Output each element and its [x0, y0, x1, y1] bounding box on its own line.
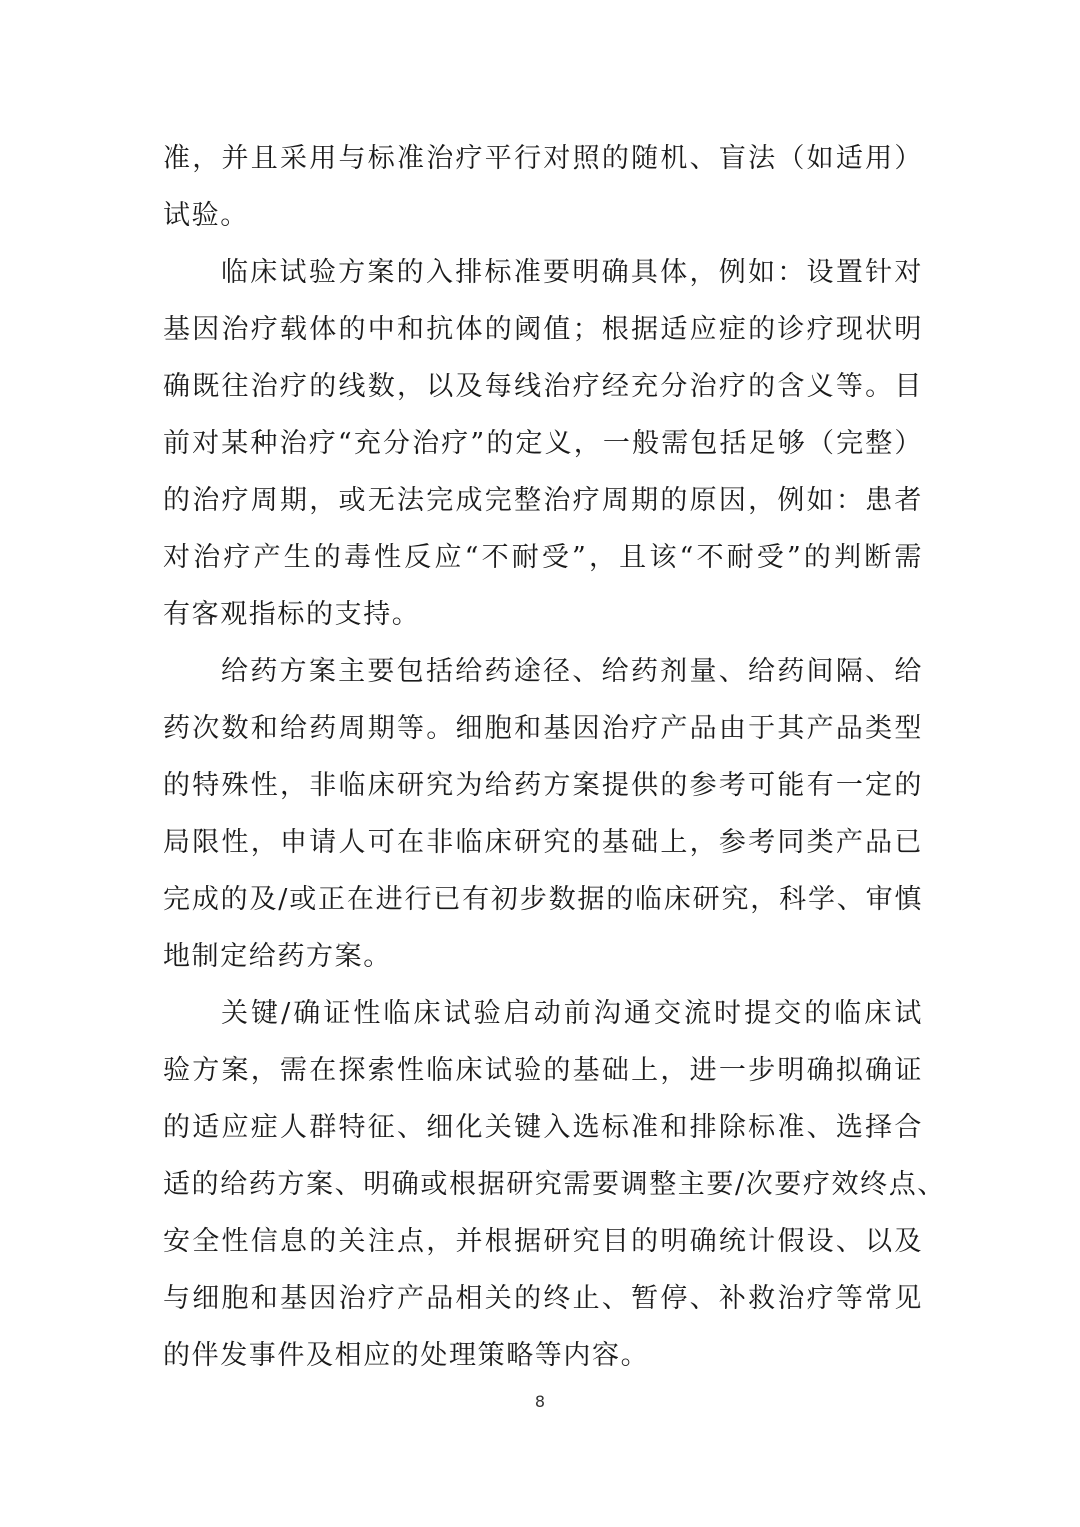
text-line: 的特殊性，非临床研究为给药方案提供的参考可能有一定的 [163, 770, 923, 801]
text-line: 完成的及/或正在进行已有初步数据的临床研究，科学、审慎 [163, 884, 923, 915]
text-line: 基因治疗载体的中和抗体的阈值；根据适应症的诊疗现状明 [163, 314, 923, 345]
text-line: 临床试验方案的入排标准要明确具体，例如：设置针对 [221, 257, 923, 288]
paragraph [163, 130, 923, 244]
text-line: 与细胞和基因治疗产品相关的终止、暂停、补救治疗等常见 [163, 1283, 923, 1314]
text-line: 给药方案主要包括给药途径、给药剂量、给药间隔、给 [221, 656, 923, 687]
text-line: 准，并且采用与标准治疗平行对照的随机、盲法（如适用） [163, 143, 923, 174]
text-line: 药次数和给药周期等。细胞和基因治疗产品由于其产品类型 [163, 713, 923, 744]
text-line: 安全性信息的关注点，并根据研究目的明确统计假设、以及 [163, 1226, 923, 1257]
text-line: 局限性，申请人可在非临床研究的基础上，参考同类产品已 [163, 827, 923, 858]
text-line: 的适应症人群特征、细化关键入选标准和排除标准、选择合 [163, 1112, 923, 1143]
text-line: 试验。 [163, 200, 249, 231]
text-line: 地制定给药方案。 [163, 941, 392, 972]
text-line: 验方案，需在探索性临床试验的基础上，进一步明确拟确证 [163, 1055, 923, 1086]
paragraph [163, 244, 923, 643]
text-line: 对治疗产生的毒性反应“不耐受”，且该“不耐受”的判断需 [163, 542, 923, 573]
body-text [163, 130, 946, 1384]
text-line: 有客观指标的支持。 [163, 599, 421, 630]
text-line: 关键/确证性临床试验启动前沟通交流时提交的临床试 [221, 998, 923, 1029]
paragraph [163, 643, 923, 985]
text-line: 前对某种治疗“充分治疗”的定义，一般需包括足够（完整） [163, 428, 923, 459]
text-line: 的治疗周期，或无法完成完整治疗周期的原因，例如：患者 [163, 485, 923, 516]
page-number: 8 [534, 1392, 546, 1411]
text-line: 适的给药方案、明确或根据研究需要调整主要/次要疗效终点、 [163, 1169, 946, 1200]
text-line: 确既往治疗的线数，以及每线治疗经充分治疗的含义等。目 [163, 371, 923, 402]
text-line: 的伴发事件及相应的处理策略等内容。 [163, 1340, 650, 1371]
paragraph [163, 985, 946, 1384]
